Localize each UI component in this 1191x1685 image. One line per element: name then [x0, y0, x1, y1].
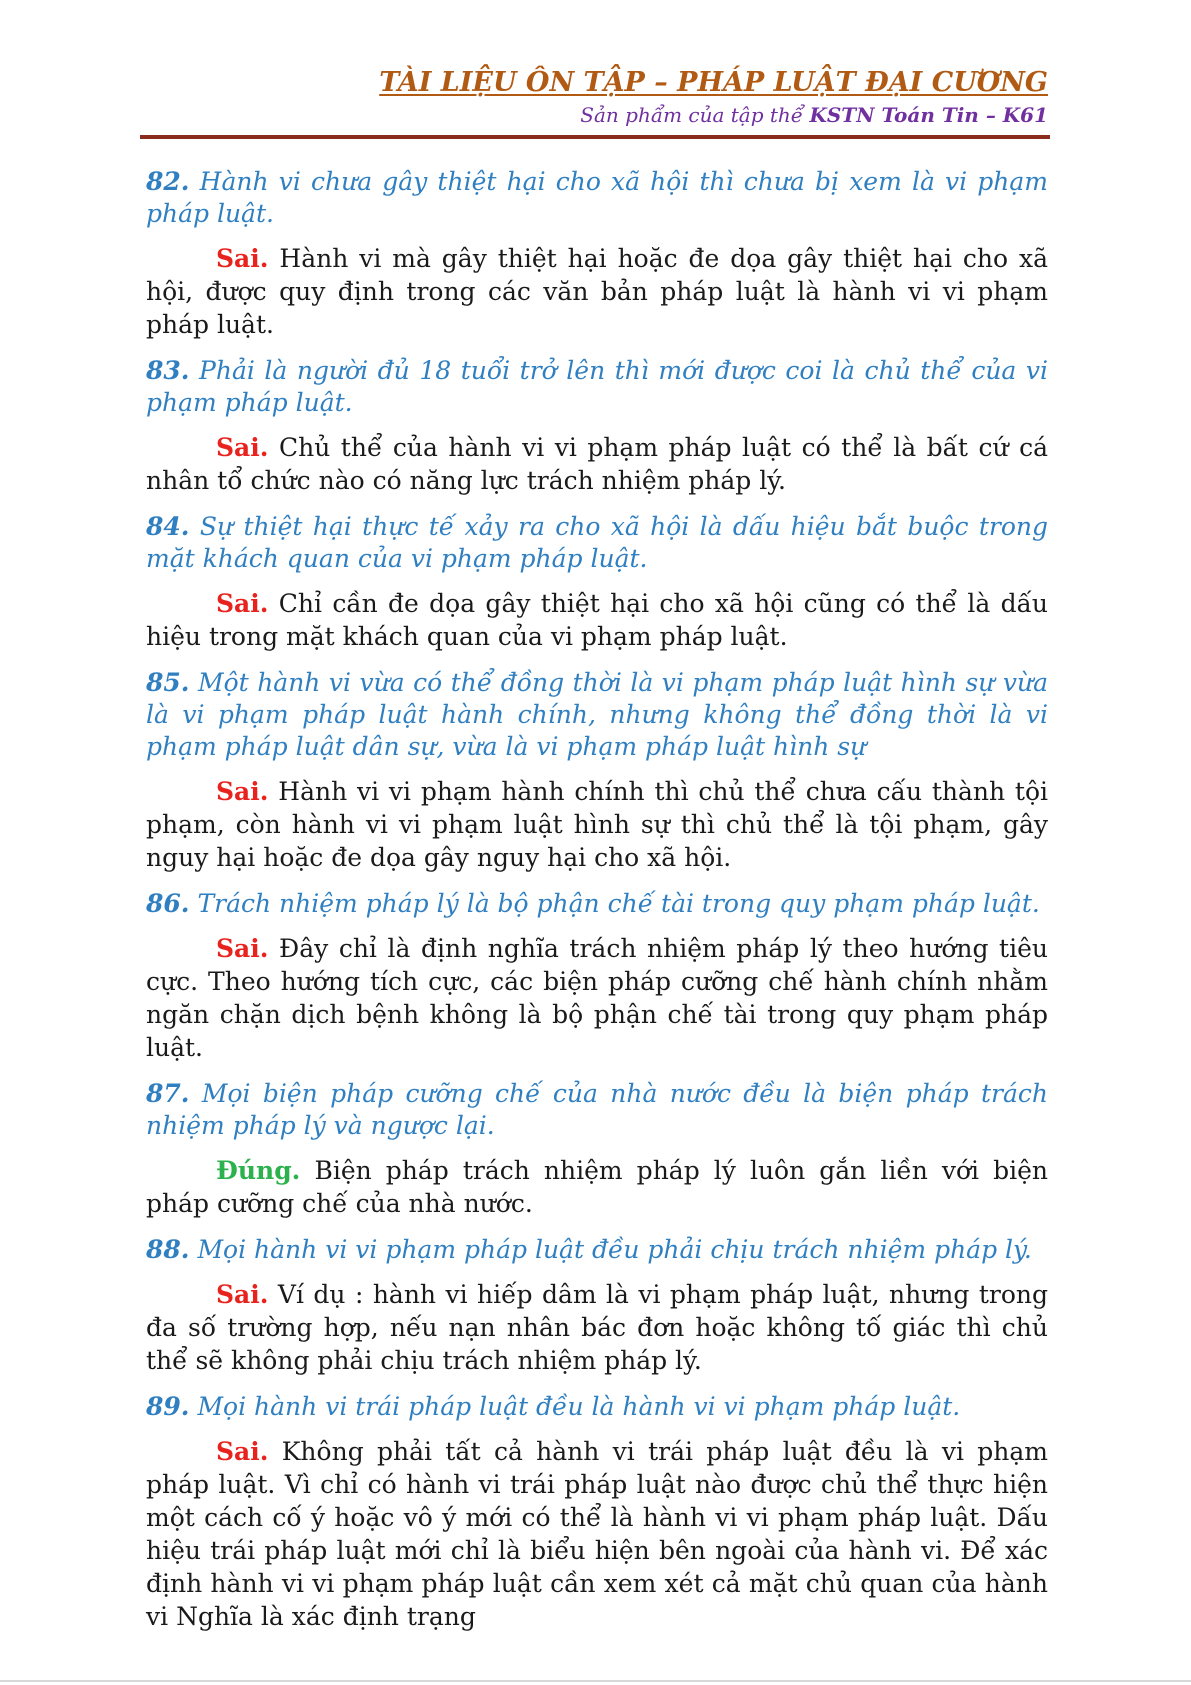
answer-88	[146, 1278, 1048, 1377]
verdict-label: Đúng.	[216, 1156, 301, 1185]
answer-text: Ví dụ : hành vi hiếp dâm là vi phạm pháp luật, nhưng trong đa số trường hợp, nếu nạn nhân bác đơn hoặc không tố giác thì chủ thể sẽ không phải chịu trách nhiệm pháp lý.	[146, 1280, 1048, 1375]
answer-text: Chỉ cần đe dọa gây thiệt hại cho xã hội cũng có thể là dấu hiệu trong mặt khách quan của vi phạm pháp luật.	[146, 589, 1048, 651]
question-text: Trách nhiệm pháp lý là bộ phận chế tài trong quy phạm pháp luật.	[189, 889, 1040, 918]
verdict-label: Sai.	[216, 433, 269, 462]
verdict-label: Sai.	[216, 589, 269, 618]
question-number: 87.	[146, 1079, 190, 1108]
question-number: 84.	[146, 512, 190, 541]
answer-89	[146, 1435, 1048, 1633]
question-text: Hành vi chưa gây thiệt hại cho xã hội thì chưa bị xem là vi phạm pháp luật.	[146, 167, 1048, 228]
answer-85	[146, 775, 1048, 874]
answer-text: Đây chỉ là định nghĩa trách nhiệm pháp lý theo hướng tiêu cực. Theo hướng tích cực, các biện pháp cưỡng chế hành chính nhằm ngăn chặn dịch bệnh không là bộ phận chế tài trong quy phạm pháp luật.	[146, 934, 1048, 1062]
answer-83	[146, 431, 1048, 497]
verdict-label: Sai.	[216, 777, 269, 806]
answer-86	[146, 932, 1048, 1064]
header-subtitle	[146, 100, 1048, 130]
verdict-label: Sai.	[216, 1280, 269, 1309]
answer-82	[146, 242, 1048, 341]
header-subtitle-group: KSTN Toán Tin – K61	[809, 103, 1048, 127]
header-divider	[140, 135, 1050, 139]
question-number: 86.	[146, 889, 190, 918]
question-89	[146, 1391, 1048, 1423]
question-number: 83.	[146, 356, 190, 385]
page-bottom-edge	[0, 1680, 1191, 1682]
question-text: Sự thiệt hại thực tế xảy ra cho xã hội là dấu hiệu bắt buộc trong mặt khách quan của vi phạm pháp luật.	[146, 512, 1048, 573]
question-88	[146, 1234, 1048, 1266]
verdict-label: Sai.	[216, 934, 269, 963]
header-title: TÀI LIỆU ÔN TẬP – PHÁP LUẬT ĐẠI CƯƠNG	[379, 67, 1048, 98]
question-82	[146, 166, 1048, 230]
qa-list	[146, 166, 1048, 1647]
page-header	[146, 66, 1048, 130]
answer-text: Hành vi mà gây thiệt hại hoặc đe dọa gây thiệt hại cho xã hội, được quy định trong các văn bản pháp luật là hành vi vi phạm pháp luật.	[146, 244, 1048, 339]
question-number: 88.	[146, 1235, 190, 1264]
answer-84	[146, 587, 1048, 653]
answer-text: Biện pháp trách nhiệm pháp lý luôn gắn liền với biện pháp cưỡng chế của nhà nước.	[146, 1156, 1048, 1218]
question-number: 82.	[146, 167, 190, 196]
question-85	[146, 667, 1048, 763]
header-subtitle-prefix: Sản phẩm của tập thể	[580, 103, 810, 127]
verdict-label: Sai.	[216, 1437, 269, 1466]
answer-text: Hành vi vi phạm hành chính thì chủ thể chưa cấu thành tội phạm, còn hành vi vi phạm luật hình sự thì chủ thể là tội phạm, gây nguy hại hoặc đe dọa gây nguy hại cho xã hội.	[146, 777, 1048, 872]
question-number: 85.	[146, 668, 190, 697]
answer-text: Không phải tất cả hành vi trái pháp luật đều là vi phạm pháp luật. Vì chỉ có hành vi trái pháp luật nào được chủ thể thực hiện một cách cố ý hoặc vô ý mới có thể là hành vi vi phạm pháp luật. Dấu hiệu trái pháp luật mới chỉ là biểu hiện bên ngoài của hành vi. Để xác định hành vi vi phạm pháp luật cần xem xét cả mặt chủ quan của hành vi Nghĩa là xác định trạng	[146, 1437, 1048, 1631]
question-84	[146, 511, 1048, 575]
question-number: 89.	[146, 1392, 190, 1421]
question-83	[146, 355, 1048, 419]
question-text: Một hành vi vừa có thể đồng thời là vi phạm pháp luật hình sự vừa là vi phạm pháp luật hành chính, nhưng không thể đồng thời là vi phạm pháp luật dân sự, vừa là vi phạm pháp luật hình sự	[146, 668, 1048, 761]
question-text: Mọi biện pháp cưỡng chế của nhà nước đều là biện pháp trách nhiệm pháp lý và ngược lại.	[146, 1079, 1048, 1140]
answer-87	[146, 1154, 1048, 1220]
question-text: Mọi hành vi vi phạm pháp luật đều phải chịu trách nhiệm pháp lý.	[189, 1235, 1032, 1264]
question-text: Mọi hành vi trái pháp luật đều là hành vi vi phạm pháp luật.	[189, 1392, 961, 1421]
answer-text: Chủ thể của hành vi vi phạm pháp luật có thể là bất cứ cá nhân tổ chức nào có năng lực trách nhiệm pháp lý.	[146, 433, 1048, 495]
question-text: Phải là người đủ 18 tuổi trở lên thì mới được coi là chủ thể của vi phạm pháp luật.	[146, 356, 1048, 417]
verdict-label: Sai.	[216, 244, 269, 273]
question-86	[146, 888, 1048, 920]
question-87	[146, 1078, 1048, 1142]
